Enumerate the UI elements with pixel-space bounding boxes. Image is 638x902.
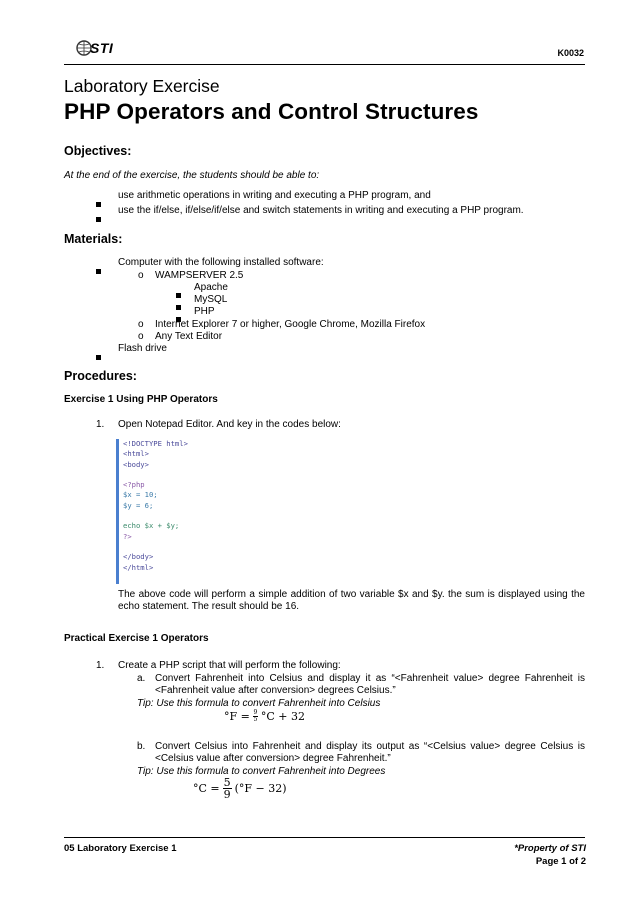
footer-property: *Property of STI xyxy=(514,843,586,854)
fraction-denominator: 5 xyxy=(253,716,258,723)
code-line: $y = 6; xyxy=(123,500,154,510)
fraction-denominator: 9 xyxy=(223,788,231,801)
practical-step-number: 1. xyxy=(96,660,105,671)
practical-heading: Practical Exercise 1 Operators xyxy=(64,633,209,644)
formula-right: (°F − 32) xyxy=(234,782,287,795)
code-line: </body> xyxy=(123,552,154,562)
item-b-marker: b. xyxy=(137,741,146,752)
wamp-item-apache: Apache xyxy=(194,282,228,293)
footer-page-number: Page 1 of 2 xyxy=(535,856,586,867)
code-line xyxy=(123,542,223,552)
formula-left: °F = xyxy=(224,710,250,723)
formula-fraction xyxy=(223,777,232,800)
item-a-tip: Tip: Use this formula to convert Fahrenheit into Celsius xyxy=(137,698,381,709)
code-line xyxy=(123,470,223,480)
step1-text: Open Notepad Editor. And key in the codes below: xyxy=(118,419,341,430)
objectives-intro: At the end of the exercise, the students should be able to: xyxy=(64,170,320,181)
materials-heading: Materials: xyxy=(64,232,123,246)
code-line: <?php xyxy=(123,480,145,490)
wamp-item-php: PHP xyxy=(194,306,215,317)
wamp-item-mysql: MySQL xyxy=(194,294,228,305)
practical-step1-text: Create a PHP script that will perform the following: xyxy=(118,660,341,671)
code-line: echo $x + $y; xyxy=(123,521,180,531)
formula-fraction xyxy=(253,710,258,723)
materials-bullet-1 xyxy=(96,261,101,279)
sub-marker-o: o xyxy=(138,319,144,330)
footer-left: 05 Laboratory Exercise 1 xyxy=(64,843,177,854)
code-line: ?> xyxy=(123,531,132,541)
procedures-heading: Procedures: xyxy=(64,369,137,383)
objectives-heading: Objectives: xyxy=(64,144,132,158)
materials-flash: Flash drive xyxy=(118,343,167,354)
code-snippet xyxy=(116,439,223,584)
formula-right: °C + 32 xyxy=(260,710,305,723)
code-line: <body> xyxy=(123,459,149,469)
code-explanation: The above code will perform a simple addition of two variable $x and $y. the sum is displayed using the echo statement. The result should be 16. xyxy=(118,589,585,613)
sti-logo xyxy=(76,38,122,58)
materials-browsers: Internet Explorer 7 or higher, Google Chrome, Mozilla Firefox xyxy=(155,319,426,330)
fraction-numerator: 9 xyxy=(253,709,258,716)
footer-rule xyxy=(64,837,585,838)
formula-f-from-c xyxy=(224,710,305,723)
objective-bullet-2 xyxy=(96,209,101,227)
document-id: K0032 xyxy=(557,48,584,58)
sub-marker-o: o xyxy=(138,270,144,281)
objective-item-2: use the if/else, if/else/if/else and switch statements in writing and executing a PHP program. xyxy=(118,205,524,216)
materials-editor: Any Text Editor xyxy=(155,331,223,342)
code-line: <!DOCTYPE html> xyxy=(123,439,188,448)
header-rule xyxy=(64,64,585,65)
item-b-tip: Tip: Use this formula to convert Fahrenheit into Degrees xyxy=(137,766,386,777)
kicker-title: Laboratory Exercise xyxy=(64,76,220,96)
logo-text: STI xyxy=(90,40,114,56)
objective-item-1: use arithmetic operations in writing and executing a PHP program, and xyxy=(118,190,431,201)
formula-left: °C = xyxy=(193,782,220,795)
code-line: <html> xyxy=(123,449,149,459)
code-line: </html> xyxy=(123,562,154,572)
code-line xyxy=(123,511,223,521)
fraction-numerator: 5 xyxy=(223,776,231,789)
formula-c-from-f xyxy=(193,777,287,800)
item-a-marker: a. xyxy=(137,673,146,684)
materials-bullet-2 xyxy=(96,347,101,365)
sub-marker-o: o xyxy=(138,331,144,342)
page-title: PHP Operators and Control Structures xyxy=(64,99,479,124)
materials-wamp: WAMPSERVER 2.5 xyxy=(155,270,244,281)
item-b-text: Convert Celsius into Fahrenheit and display its output as “<Celsius value> degree Celsius is <Celsius value after conversion> degree Fahrenheit.” xyxy=(155,741,585,765)
step-number: 1. xyxy=(96,419,105,430)
exercise1-title: Exercise 1 Using PHP Operators xyxy=(64,394,218,405)
code-line: $x = 10; xyxy=(123,490,158,500)
materials-computer: Computer with the following installed software: xyxy=(118,257,324,268)
item-a-text: Convert Fahrenheit into Celsius and display it as “<Fahrenheit value> degree Fahrenheit is <Fahrenheit value after conversion> degrees Celsius.” xyxy=(155,673,585,697)
